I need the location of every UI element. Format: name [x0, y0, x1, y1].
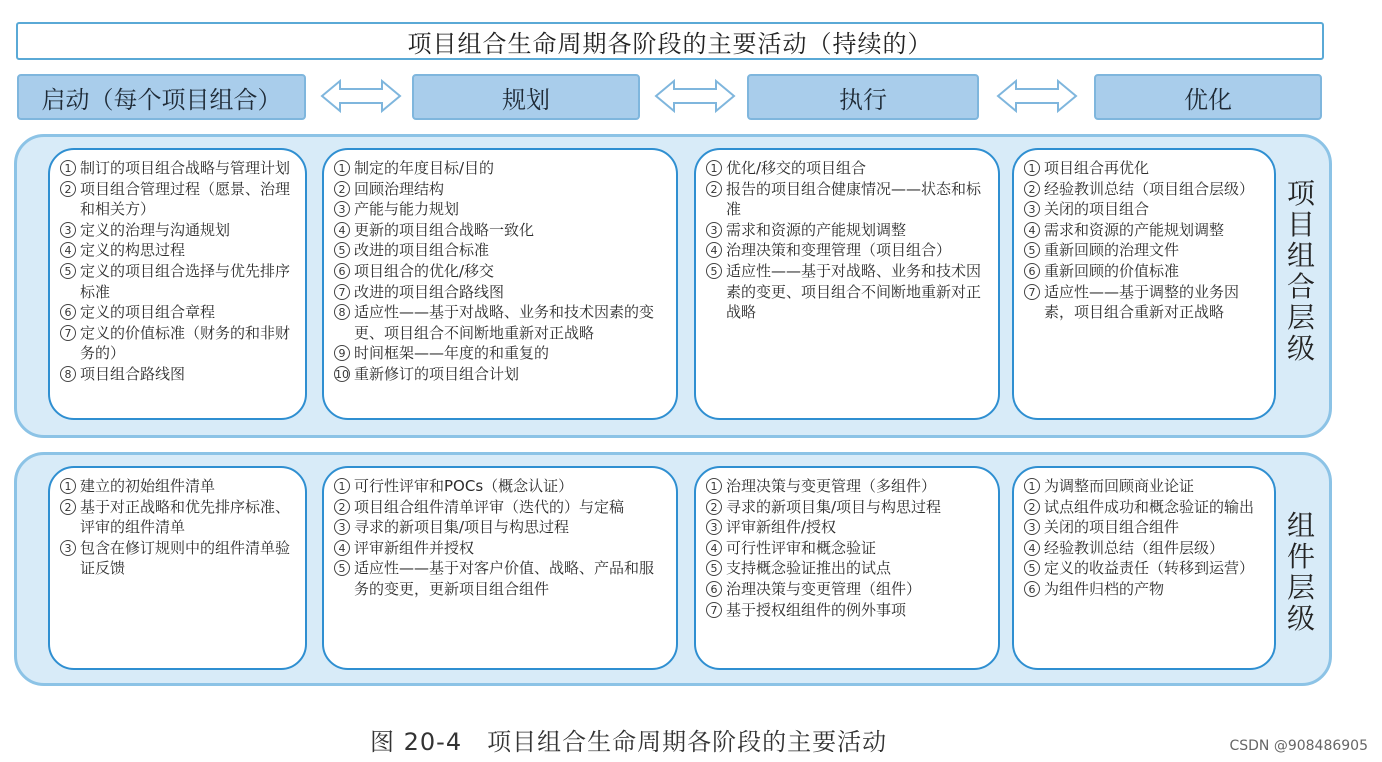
list-item — [334, 261, 666, 282]
item-number: 7 — [60, 325, 76, 341]
item-text: 建立的初始组件清单 — [80, 477, 216, 495]
item-number: 8 — [60, 366, 76, 382]
item-text: 包含在修订规则中的组件清单验证反馈 — [80, 538, 291, 578]
list-item — [60, 220, 295, 241]
item-number: 1 — [1024, 478, 1040, 494]
item-number: 3 — [706, 222, 722, 238]
item-number: 2 — [334, 181, 350, 197]
item-text: 适应性——基于对战略、业务和技术因素的变更、项目组合不间断地重新对正战略 — [354, 303, 655, 342]
component-level-label: 组件层级 — [1286, 509, 1315, 635]
item-text: 报告的项目组合健康情况——状态和标准 — [726, 179, 982, 219]
item-text: 治理决策与变更管理（多组件） — [726, 477, 937, 495]
list-item — [60, 240, 295, 261]
item-text: 需求和资源的产能规划调整 — [1044, 220, 1225, 239]
list-item — [334, 476, 666, 497]
list-item — [334, 282, 666, 303]
list-item — [60, 323, 295, 364]
item-text: 项目组合的优化/移交 — [354, 261, 495, 280]
item-text: 为组件归档的产物 — [1044, 579, 1165, 598]
item-number: 9 — [334, 345, 350, 361]
item-text: 定义的治理与沟通规划 — [80, 220, 231, 239]
item-number: 4 — [60, 242, 76, 258]
list-item — [60, 476, 295, 497]
item-number: 5 — [334, 560, 350, 576]
item-number: 8 — [334, 304, 350, 320]
item-number: 6 — [60, 304, 76, 320]
item-number: 5 — [60, 263, 76, 279]
item-text: 关闭的项目组合 — [1044, 200, 1150, 219]
item-number: 2 — [1024, 499, 1040, 515]
list-item — [1024, 538, 1264, 559]
list-item — [334, 158, 666, 179]
phase-plan: 规划 — [412, 74, 640, 120]
item-text: 回顾治理结构 — [354, 179, 445, 198]
list-item — [334, 220, 666, 241]
item-number: 3 — [60, 222, 76, 238]
phase-optimize: 优化 — [1094, 74, 1322, 120]
item-text: 可行性评审和POCs（概念认证） — [354, 477, 574, 495]
item-text: 项目组合组件清单评审（迭代的）与定稿 — [354, 497, 625, 516]
list-item — [334, 302, 666, 343]
item-number: 1 — [706, 160, 722, 176]
item-number: 2 — [1024, 181, 1040, 197]
item-number: 5 — [1024, 242, 1040, 258]
item-number: 4 — [334, 222, 350, 238]
list-item — [334, 497, 666, 518]
list-item — [706, 476, 988, 497]
list-item — [706, 497, 988, 518]
item-text: 更新的项目组合战略一致化 — [354, 220, 535, 239]
item-text: 项目组合管理过程（愿景、治理和相关方） — [80, 179, 291, 219]
item-number: 6 — [1024, 581, 1040, 597]
list-item — [706, 517, 988, 538]
item-number: 5 — [706, 263, 722, 279]
list-item — [706, 558, 988, 579]
item-text: 基于授权组组件的例外事项 — [726, 600, 907, 619]
item-text: 需求和资源的产能规划调整 — [726, 220, 907, 239]
list-item — [706, 220, 988, 241]
item-number: 2 — [60, 181, 76, 197]
item-text: 优化/移交的项目组合 — [726, 159, 867, 177]
item-number: 5 — [706, 560, 722, 576]
item-text: 重新回顾的治理文件 — [1044, 241, 1180, 260]
list-item — [706, 261, 988, 323]
item-text: 基于对正战略和优先排序标准、评审的组件清单 — [80, 497, 291, 537]
list-item — [334, 343, 666, 364]
item-number: 1 — [334, 478, 350, 494]
list-item — [334, 364, 666, 385]
item-text: 定义的项目组合选择与优先排序标准 — [80, 261, 291, 301]
list-item — [1024, 558, 1264, 579]
figure-caption: 图 20-4 项目组合生命周期各阶段的主要活动 — [370, 728, 888, 756]
item-text: 适应性——基于对战略、业务和技术因素的变更、项目组合不间断地重新对正战略 — [726, 261, 982, 322]
list-item — [1024, 261, 1264, 282]
item-text: 评审新组件/授权 — [726, 518, 837, 537]
list-item — [1024, 220, 1264, 241]
portfolio-optimize-card — [1012, 148, 1276, 420]
list-item — [60, 158, 295, 179]
list-item — [1024, 282, 1264, 323]
component-initiate-card — [48, 466, 307, 670]
portfolio-level-label: 项目组合层级 — [1286, 177, 1315, 365]
item-number: 3 — [60, 540, 76, 556]
item-number: 7 — [706, 602, 722, 618]
item-number: 3 — [334, 519, 350, 535]
item-number: 1 — [334, 160, 350, 176]
list-item — [60, 497, 295, 538]
item-text: 定义的收益责任（转移到运营） — [1044, 559, 1255, 578]
item-text: 定义的构思过程 — [80, 241, 186, 260]
list-item — [334, 538, 666, 559]
item-text: 评审新组件并授权 — [354, 538, 475, 557]
double-arrow-icon — [320, 78, 402, 114]
list-item — [1024, 179, 1264, 200]
item-number: 4 — [334, 540, 350, 556]
item-number: 2 — [60, 499, 76, 515]
portfolio-initiate-card — [48, 148, 307, 420]
item-number: 1 — [60, 478, 76, 494]
list-item — [1024, 240, 1264, 261]
item-number: 4 — [1024, 540, 1040, 556]
item-number: 3 — [706, 519, 722, 535]
item-number: 2 — [706, 499, 722, 515]
list-item — [706, 158, 988, 179]
list-item — [1024, 517, 1264, 538]
item-number: 6 — [334, 263, 350, 279]
item-text: 定义的项目组合章程 — [80, 303, 216, 322]
diagram-title: 项目组合生命周期各阶段的主要活动（持续的） — [16, 22, 1324, 60]
item-text: 治理决策与变更管理（组件） — [726, 579, 922, 598]
list-item — [706, 579, 988, 600]
phase-execute: 执行 — [747, 74, 979, 120]
portfolio-plan-card — [322, 148, 678, 420]
list-item — [1024, 199, 1264, 220]
item-number: 1 — [1024, 160, 1040, 176]
item-text: 重新修订的项目组合计划 — [354, 364, 520, 383]
list-item — [1024, 497, 1264, 518]
item-number: 5 — [334, 242, 350, 258]
item-text: 改进的项目组合标准 — [354, 241, 490, 260]
phase-initiate: 启动（每个项目组合） — [17, 74, 306, 120]
list-item — [1024, 158, 1264, 179]
item-text: 产能与能力规划 — [354, 200, 460, 219]
item-text: 重新回顾的价值标准 — [1044, 261, 1180, 280]
component-execute-card — [694, 466, 1000, 670]
item-text: 改进的项目组合路线图 — [354, 282, 505, 301]
item-text: 项目组合再优化 — [1044, 159, 1150, 177]
portfolio-execute-card — [694, 148, 1000, 420]
list-item — [334, 179, 666, 200]
item-text: 关闭的项目组合组件 — [1044, 518, 1180, 537]
list-item — [334, 240, 666, 261]
watermark: CSDN @908486905 — [1229, 738, 1368, 754]
list-item — [334, 517, 666, 538]
item-text: 时间框架——年度的和重复的 — [354, 344, 550, 363]
item-number: 7 — [1024, 284, 1040, 300]
list-item — [60, 364, 295, 385]
item-number: 3 — [1024, 519, 1040, 535]
item-text: 寻求的新项目集/项目与构思过程 — [354, 518, 570, 537]
item-text: 支持概念验证推出的试点 — [726, 559, 892, 578]
item-text: 治理决策和变理管理（项目组合） — [726, 241, 952, 260]
item-text: 试点组件成功和概念验证的输出 — [1044, 497, 1255, 516]
list-item — [706, 538, 988, 559]
list-item — [1024, 579, 1264, 600]
double-arrow-icon — [654, 78, 736, 114]
list-item — [706, 179, 988, 220]
item-text: 项目组合路线图 — [80, 364, 186, 383]
item-number: 1 — [60, 160, 76, 176]
item-number: 2 — [334, 499, 350, 515]
item-text: 制订的项目组合战略与管理计划 — [80, 159, 291, 177]
item-number: 4 — [1024, 222, 1040, 238]
item-number: 6 — [1024, 263, 1040, 279]
double-arrow-icon — [996, 78, 1078, 114]
list-item — [1024, 476, 1264, 497]
item-number: 4 — [706, 242, 722, 258]
item-text: 经验教训总结（项目组合层级） — [1044, 179, 1255, 198]
item-text: 定义的价值标准（财务的和非财务的） — [80, 323, 291, 363]
item-text: 经验教训总结（组件层级） — [1044, 538, 1225, 557]
item-text: 可行性评审和概念验证 — [726, 538, 877, 557]
item-number: 4 — [706, 540, 722, 556]
item-number: 3 — [334, 201, 350, 217]
list-item — [60, 261, 295, 302]
item-text: 适应性——基于对客户价值、战略、产品和服务的变更，更新项目组合组件 — [354, 559, 655, 598]
list-item — [60, 179, 295, 220]
item-number: 2 — [706, 181, 722, 197]
item-text: 寻求的新项目集/项目与构思过程 — [726, 497, 942, 516]
item-text: 制定的年度目标/目的 — [354, 159, 495, 177]
item-number: 7 — [334, 284, 350, 300]
component-plan-card — [322, 466, 678, 670]
list-item — [706, 240, 988, 261]
component-optimize-card — [1012, 466, 1276, 670]
item-text: 适应性——基于调整的业务因素，项目组合重新对正战略 — [1044, 282, 1240, 322]
list-item — [60, 538, 295, 579]
item-number: 6 — [706, 581, 722, 597]
list-item — [334, 558, 666, 599]
item-number: 1 — [706, 478, 722, 494]
item-number: 5 — [1024, 560, 1040, 576]
list-item — [334, 199, 666, 220]
item-number: 3 — [1024, 201, 1040, 217]
item-text: 为调整而回顾商业论证 — [1044, 477, 1195, 495]
list-item — [60, 302, 295, 323]
item-number: 10 — [335, 367, 349, 381]
list-item — [706, 600, 988, 621]
